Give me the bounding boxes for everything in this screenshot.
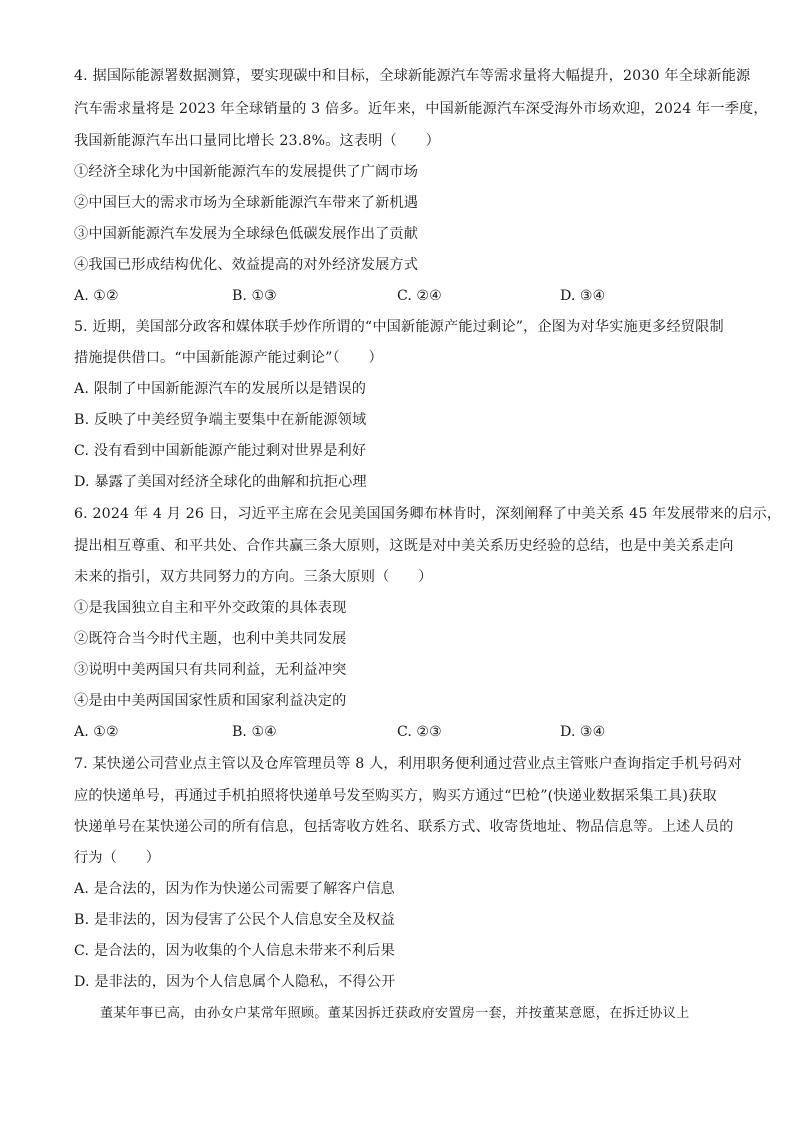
q7-choice-d[interactable]: D. 是非法的，因为个人信息属个人隐私，不得公开 — [74, 974, 396, 990]
q5-choice-c[interactable]: C. 没有看到中国新能源产能过剩对世界是利好 — [74, 443, 367, 459]
q7-stem-line-3: 快递单号在某快递公司的所有信息，包括寄收方姓名、联系方式、收寄货地址、物品信息等。上述人员的 — [74, 819, 734, 835]
q4-statement-2: ②中国巨大的需求市场为全球新能源汽车带来了新机遇 — [74, 195, 419, 211]
q4-stem-line-3: 我国新能源汽车出口量同比增长 23.8%。这表明（ ） — [74, 133, 440, 149]
q7-choice-a[interactable]: A. 是合法的，因为作为快递公司需要了解客户信息 — [74, 881, 395, 897]
q4-statement-4: ④我国已形成结构优化、效益提高的对外经济发展方式 — [74, 257, 419, 273]
q4-option-a[interactable]: A. ①② — [74, 288, 119, 304]
q4-statement-3: ③中国新能源汽车发展为全球绿色低碳发展作出了贡献 — [74, 226, 419, 242]
q6-option-c[interactable]: C. ②③ — [397, 724, 442, 740]
q6-option-b[interactable]: B. ①④ — [232, 724, 277, 740]
q6-statement-3: ③说明中美两国只有共同利益，无利益冲突 — [74, 662, 347, 678]
q5-choice-b[interactable]: B. 反映了中美经贸争端主要集中在新能源领域 — [74, 412, 367, 428]
q6-statement-1: ①是我国独立自主和平外交政策的具体表现 — [74, 600, 347, 616]
q5-stem-line-2: 措施提供借口。“中国新能源产能过剩论”（ ） — [74, 350, 383, 366]
q7-choice-c[interactable]: C. 是合法的，因为收集的个人信息未带来不利后果 — [74, 943, 395, 959]
q7-stem-line-4: 行为（ ） — [74, 850, 161, 866]
q4-option-c[interactable]: C. ②④ — [397, 288, 442, 304]
q4-statement-1: ①经济全球化为中国新能源汽车的发展提供了广阔市场 — [74, 164, 419, 180]
q4-stem-line-2: 汽车需求量将是 2023 年全球销量的 3 倍多。近年来，中国新能源汽车深受海外市场欢迎，2024 年一季度， — [74, 101, 768, 117]
q4-option-d[interactable]: D. ③④ — [560, 288, 606, 304]
q4-stem-line-1: 4. 据国际能源署数据测算，要实现碳中和目标，全球新能源汽车等需求量将大幅提升，2030 年全球新能源 — [74, 68, 751, 84]
q5-choice-d[interactable]: D. 暴露了美国对经济全球化的曲解和抗拒心理 — [74, 474, 367, 490]
q6-statement-4: ④是由中美两国国家性质和国家利益决定的 — [74, 693, 347, 709]
q6-stem-line-2: 提出相互尊重、和平共处、合作共赢三条大原则，这既是对中美关系历史经验的总结，也是中美关系走向 — [74, 538, 734, 554]
q4-option-b[interactable]: B. ①③ — [232, 288, 277, 304]
q6-option-a[interactable]: A. ①② — [74, 724, 119, 740]
q5-choice-a[interactable]: A. 限制了中国新能源汽车的发展所以是错误的 — [74, 381, 367, 397]
material-paragraph-line: 董某年事已高，由孙女户某常年照顾。董某因拆迁获政府安置房一套，并按董某意愿，在拆迁协议上 — [100, 1006, 690, 1021]
q6-stem-line-1: 6. 2024 年 4 月 26 日，习近平主席在会见美国国务卿布林肯时，深刻阐释了中美关系 45 年发展带来的启示， — [74, 506, 782, 522]
q7-stem-line-1: 7. 某快递公司营业点主管以及仓库管理员等 8 人，利用职务便利通过营业点主管账户查询指定手机号码对 — [74, 756, 742, 772]
q6-stem-line-3: 未来的指引，双方共同努力的方向。三条大原则（ ） — [74, 569, 433, 585]
q7-choice-b[interactable]: B. 是非法的，因为侵害了公民个人信息安全及权益 — [74, 912, 395, 928]
q7-stem-line-2: 应的快递单号，再通过手机拍照将快递单号发至购买方，购买方通过“巴枪”(快递业数据采集工具)获取 — [74, 788, 717, 804]
q6-statement-2: ②既符合当今时代主题，也利中美共同发展 — [74, 631, 347, 647]
q5-stem-line-1: 5. 近期，美国部分政客和媒体联手炒作所谓的“中国新能源产能过剩论”，企图为对华实施更多经贸限制 — [74, 319, 724, 335]
q6-option-d[interactable]: D. ③④ — [560, 724, 606, 740]
